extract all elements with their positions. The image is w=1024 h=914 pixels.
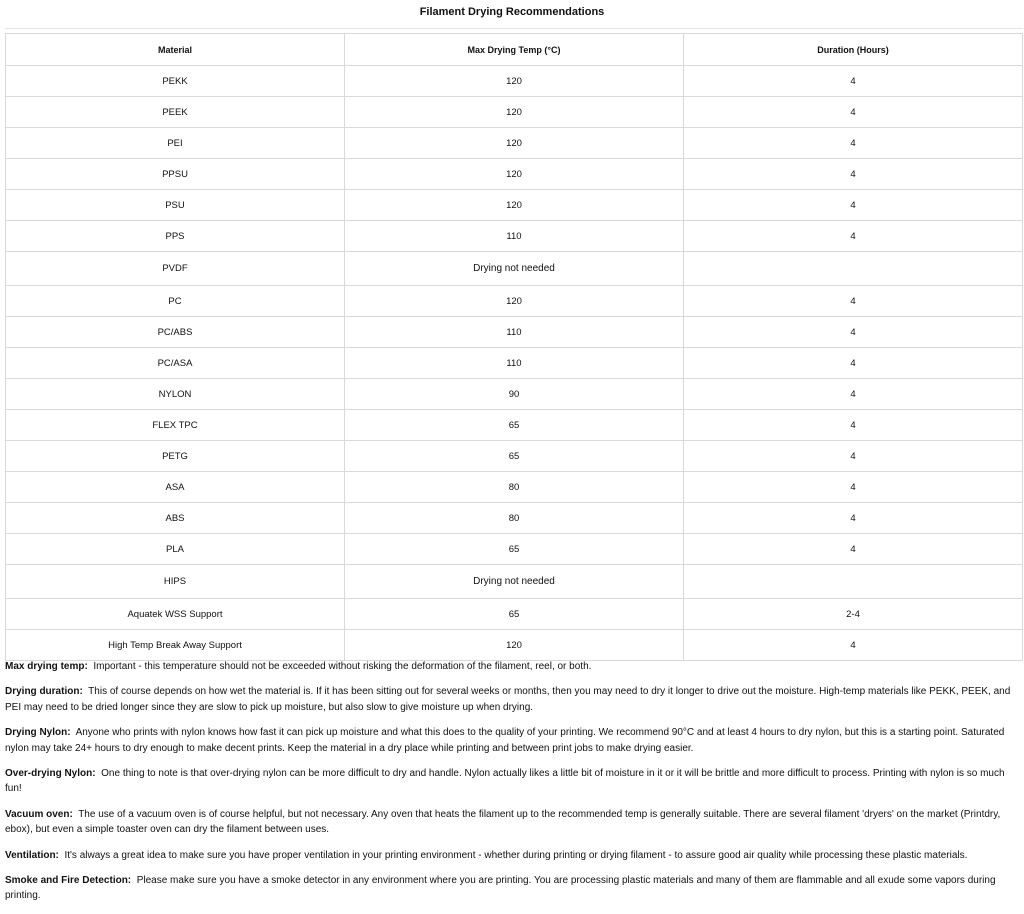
table-row [6,286,1023,317]
duration-cell: 4 [684,348,1023,379]
material-cell: FLEX TPC [6,410,345,441]
table-row [6,159,1023,190]
duration-cell: 4 [684,630,1023,661]
temp-cell: 120 [345,66,684,97]
duration-cell [684,565,1023,599]
material-cell: PC/ABS [6,317,345,348]
title-divider [5,28,1023,29]
temp-cell: 120 [345,190,684,221]
material-cell: PVDF [6,252,345,286]
temp-cell: 65 [345,534,684,565]
duration-cell [684,252,1023,286]
notes-section [5,659,1020,914]
temp-cell: 65 [345,410,684,441]
note-label: Max drying temp: [5,661,88,672]
material-cell: ABS [6,503,345,534]
duration-cell: 4 [684,410,1023,441]
temp-cell: Drying not needed [345,252,684,286]
table-row [6,190,1023,221]
temp-cell: 120 [345,128,684,159]
temp-cell: 120 [345,630,684,661]
drying-table [5,33,1023,661]
note-label: Smoke and Fire Detection: [5,875,132,887]
note-label: Drying Nylon: [5,727,71,739]
duration-cell: 4 [684,472,1023,503]
temp-cell: 65 [345,599,684,630]
table-row [6,565,1023,599]
duration-cell: 4 [684,66,1023,97]
temp-cell: 110 [345,348,684,379]
material-cell: PEKK [6,66,345,97]
temp-cell: Drying not needed [345,565,684,599]
table-row [6,252,1023,286]
temp-cell: 90 [345,379,684,410]
table-row [6,221,1023,252]
note-drying-nylon [5,725,1020,756]
note-text: It's always a great idea to make sure you have proper ventilation in your printing environment - whether during printing or drying filament - to assure good air quality while processing these plastic materials. [64,849,968,861]
note-label: Vacuum oven: [5,808,73,820]
material-cell: High Temp Break Away Support [6,630,345,661]
material-cell: PPS [6,221,345,252]
table-row [6,441,1023,472]
page-title: Filament Drying Recommendations [419,6,605,18]
material-cell: HIPS [6,565,345,599]
material-cell: ASA [6,472,345,503]
temp-cell: 80 [345,472,684,503]
note-text: One thing to note is that over-drying nylon can be more difficult to dry and handle. Nylon actually likes a little bit of moisture in it or it will be brittle and more difficult to process. Printing with nylon is so much fun! [5,768,1005,795]
table-row [6,472,1023,503]
material-cell: PEEK [6,97,345,128]
duration-cell: 4 [684,534,1023,565]
note-label: Drying duration: [5,686,83,698]
duration-cell: 4 [684,159,1023,190]
note-text: Important - this temperature should not be exceeded without risking the deformation of the filament, reel, or both. [93,661,592,672]
material-cell: PETG [6,441,345,472]
note-drying-duration [5,684,1020,715]
note-max-drying-temp [5,659,1020,674]
note-smoke-fire-detection [5,873,1020,904]
note-vacuum-oven [5,807,1020,838]
duration-cell: 4 [684,221,1023,252]
table-row [6,66,1023,97]
duration-cell: 4 [684,317,1023,348]
column-header-duration: Duration (Hours) [684,34,1023,66]
column-header-max-temp: Max Drying Temp (°C) [345,34,684,66]
duration-cell: 4 [684,379,1023,410]
material-cell: PC/ASA [6,348,345,379]
duration-cell: 4 [684,128,1023,159]
temp-cell: 110 [345,221,684,252]
table-row [6,379,1023,410]
note-label: Over-drying Nylon: [5,768,96,780]
note-label: Ventilation: [5,849,59,861]
table-row [6,599,1023,630]
temp-cell: 120 [345,159,684,190]
temp-cell: 120 [345,97,684,128]
note-text: Please make sure you have a smoke detector in any environment where you are printing. You are processing plastic materials and many of them are flammable and all exude some vapors during printing. [5,875,996,902]
material-cell: PPSU [6,159,345,190]
material-cell: PLA [6,534,345,565]
table-row [6,630,1023,661]
note-text: The use of a vacuum oven is of course helpful, but not necessary. Any oven that heats the filament up to the recommended temp is generally suitable. There are several filament 'dryers' on the market (Printdry, ebox), but even a simple toaster oven can dry the filament between uses. [5,808,1001,836]
temp-cell: 110 [345,317,684,348]
table-header-row [6,34,1023,66]
duration-cell: 4 [684,97,1023,128]
note-over-drying-nylon [5,766,1020,797]
material-cell: Aquatek WSS Support [6,599,345,630]
duration-cell: 4 [684,190,1023,221]
material-cell: PEI [6,128,345,159]
temp-cell: 120 [345,286,684,317]
column-header-material: Material [6,34,345,66]
note-text: This of course depends on how wet the material is. If it has been sitting out for several weeks or months, then you may need to dry it longer to drive out the moisture. High-temp materials like PEKK, PEEK, and PEI may need to be dried longer since they are slow to pick up moisture, but also slow to give moisture up when drying. [5,686,1011,713]
temp-cell: 65 [345,441,684,472]
table-row [6,317,1023,348]
table-row [6,534,1023,565]
material-cell: PSU [6,190,345,221]
table-row [6,348,1023,379]
duration-cell: 2-4 [684,599,1023,630]
duration-cell: 4 [684,441,1023,472]
material-cell: PC [6,286,345,317]
duration-cell: 4 [684,286,1023,317]
note-text: Anyone who prints with nylon knows how fast it can pick up moisture and what this does to the quality of your printing. We recommend 90°C and at least 4 hours to dry nylon, but this is a starting point. Saturated nylon may take 24+ hours to dry enough to make decent prints. Keep the material in a dry place while printing and between print jobs to make drying easier. [5,727,1005,754]
table-row [6,97,1023,128]
table-row [6,128,1023,159]
duration-cell: 4 [684,503,1023,534]
table-row [6,503,1023,534]
temp-cell: 80 [345,503,684,534]
note-ventilation [5,848,1020,863]
material-cell: NYLON [6,379,345,410]
table-row [6,410,1023,441]
